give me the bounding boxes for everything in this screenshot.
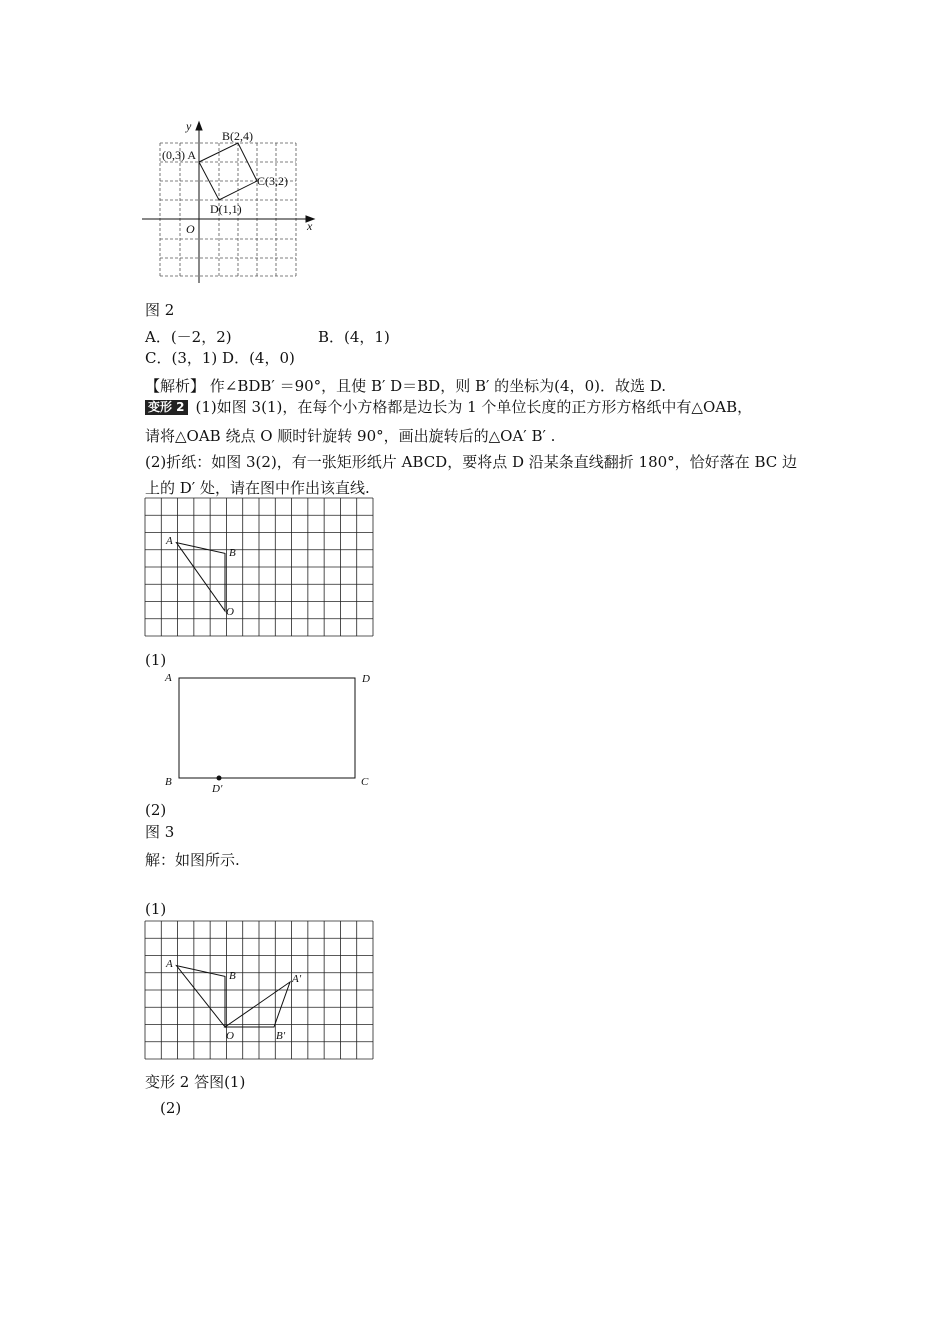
corner-b-label: B	[165, 776, 172, 788]
point-o-label: O	[226, 606, 234, 618]
grid-lines	[145, 498, 373, 636]
variant-2-tag: 变形 2	[145, 400, 188, 415]
origin-label: O	[186, 222, 195, 236]
option-a: A．(－2，2)	[145, 328, 232, 346]
figure-2-caption: 图 2	[145, 301, 175, 319]
point-a-prime-label: A′	[292, 973, 302, 985]
triangle-oab	[176, 543, 225, 611]
triangle-oab	[176, 966, 225, 1027]
point-a-label: A	[166, 958, 173, 970]
point-b-label: B	[229, 547, 236, 559]
solution-part-2-label: (2)	[160, 1099, 182, 1117]
solution-text: 解：如图所示.	[145, 851, 240, 869]
variant-2-line-1	[145, 397, 752, 417]
point-c-label: C(3,2)	[257, 174, 288, 188]
option-c-d: C．(3，1) D．(4，0)	[145, 349, 295, 367]
solution-part-1-label: (1)	[145, 900, 167, 918]
point-b-label: B(2,4)	[222, 129, 253, 143]
answer-figure-caption: 变形 2 答图(1)	[145, 1073, 246, 1091]
point-o-label: O	[226, 1030, 234, 1042]
figure-3-2-rectangle	[160, 668, 380, 798]
triangle-oa-prime-b-prime	[225, 982, 290, 1027]
variant-2-line-4: 上的 D′ 处，请在图中作出该直线.	[145, 479, 370, 497]
figure-2-coordinate-diagram	[140, 118, 330, 283]
point-d-label: D(1,1)	[210, 202, 242, 216]
answer-figure-1-grid	[144, 920, 374, 1060]
option-b: B．(4，1)	[318, 328, 390, 346]
point-a-label: (0,3) A	[162, 148, 196, 162]
corner-d-label: D	[362, 673, 370, 685]
point-d-prime-dot	[217, 776, 222, 781]
figure-3-part-2-caption: (2)	[145, 801, 167, 819]
x-axis-label: x	[307, 219, 313, 233]
point-b-label: B	[229, 970, 236, 982]
corner-a-label: A	[165, 672, 172, 684]
rectangle-abcd	[179, 678, 355, 778]
corner-c-label: C	[361, 776, 369, 788]
figure-3-1-grid	[144, 497, 374, 637]
point-a-label: A	[166, 535, 173, 547]
figure-3-caption: 图 3	[145, 823, 175, 841]
grid-lines	[145, 921, 373, 1059]
figure-3-part-1-caption: (1)	[145, 651, 167, 669]
analysis-text: 【解析】 作∠BDB′ ＝90°，且使 B′ D＝BD，则 B′ 的坐标为(4，0)．故选 D.	[145, 377, 666, 395]
point-b-prime-label: B′	[276, 1030, 286, 1042]
square-abcd	[199, 143, 257, 200]
y-axis-label: y	[186, 119, 192, 133]
variant-2-line-2: 请将△OAB 绕点 O 顺时针旋转 90°，画出旋转后的△OA′ B′ .	[145, 427, 556, 445]
variant-2-line-1-text: (1)如图 3(1)，在每个小方格都是边长为 1 个单位长度的正方形方格纸中有△OAB，	[195, 398, 753, 416]
point-d-prime-label: D′	[212, 783, 223, 795]
variant-2-line-3: (2)折纸：如图 3(2)，有一张矩形纸片 ABCD，要将点 D 沿某条直线翻折 180°，恰好落在 BC 边	[145, 453, 797, 471]
